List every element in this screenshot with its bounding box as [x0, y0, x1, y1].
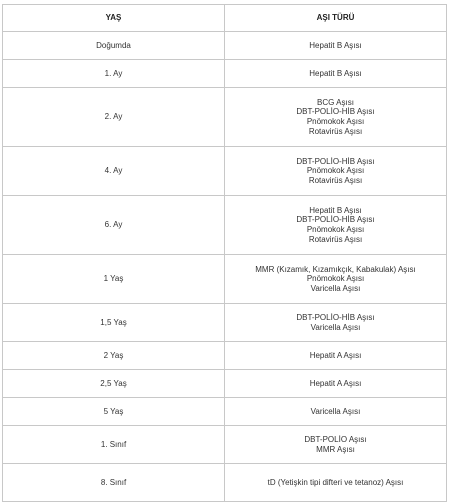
header-vaccine-type: AŞI TÜRÜ [225, 5, 447, 32]
age-cell: 2 Yaş [3, 342, 225, 370]
vaccine-cell [225, 304, 447, 342]
table-row [3, 304, 447, 342]
age-cell: Doğumda [3, 32, 225, 60]
vaccine-name: Varicella Aşısı [310, 406, 361, 416]
vaccine-name: Pnömokok Aşısı [306, 225, 365, 234]
table-row [3, 398, 447, 426]
vaccine-name: Varicella Aşısı [310, 283, 361, 293]
vaccine-cell [225, 60, 447, 88]
vaccine-name: Rotavirüs Aşısı [308, 234, 363, 244]
age-cell: 8. Sınıf [3, 464, 225, 502]
table-row [3, 342, 447, 370]
table-row [3, 426, 447, 464]
vaccine-cell [225, 196, 447, 255]
vaccine-cell [225, 147, 447, 196]
vaccination-schedule-table [2, 4, 447, 502]
table-row [3, 370, 447, 398]
vaccine-cell [225, 255, 447, 304]
age-cell: 1. Sınıf [3, 426, 225, 464]
vaccine-name: DBT-POLİO-HİB Aşısı [296, 312, 375, 322]
vaccine-name: DBT-POLİO-HİB Aşısı [296, 156, 375, 166]
table-row [3, 32, 447, 60]
vaccine-name: Hepatit B Aşısı [309, 40, 362, 50]
vaccine-name: MMR (Kızamık, Kızamıkçık, Kabakulak) Aşısı [255, 264, 416, 274]
vaccine-name: DBT-POLİO-HİB Aşısı [296, 107, 375, 117]
age-cell: 1. Ay [3, 60, 225, 88]
table-header-row [3, 5, 447, 32]
table-body [3, 32, 447, 502]
vaccine-cell [225, 32, 447, 60]
age-cell: 6. Ay [3, 196, 225, 255]
vaccine-name: DBT-POLİO-HİB Aşısı [296, 215, 375, 225]
vaccine-name: BCG Aşısı [317, 97, 354, 107]
vaccine-name: tD (Yetişkin tipi difteri ve tetanoz) Aşısı [267, 477, 404, 487]
vaccine-name: Hepatit A Aşısı [309, 378, 362, 388]
table-row [3, 255, 447, 304]
table-row [3, 196, 447, 255]
age-cell: 4. Ay [3, 147, 225, 196]
vaccine-name: Pnömokok Aşısı [306, 274, 365, 284]
vaccine-name: Pnömokok Aşısı [306, 117, 365, 126]
vaccine-name: Rotavirüs Aşısı [308, 126, 363, 136]
vaccine-cell [225, 370, 447, 398]
vaccine-cell [225, 398, 447, 426]
vaccine-name: Varicella Aşısı [310, 322, 361, 332]
vaccine-cell [225, 464, 447, 502]
vaccine-name: DBT-POLİO Aşısı [304, 434, 367, 444]
vaccine-name: Pnömokok Aşısı [306, 166, 365, 176]
vaccine-cell [225, 88, 447, 147]
vaccine-name: Hepatit B Aşısı [309, 205, 362, 215]
age-cell: 1,5 Yaş [3, 304, 225, 342]
vaccine-name: MMR Aşısı [316, 444, 355, 454]
vaccine-name: Hepatit A Aşısı [309, 350, 362, 360]
vaccine-name: Hepatit B Aşısı [309, 68, 362, 78]
vaccine-cell [225, 426, 447, 464]
table-row [3, 88, 447, 147]
table-row [3, 464, 447, 502]
age-cell: 5 Yaş [3, 398, 225, 426]
age-cell: 2,5 Yaş [3, 370, 225, 398]
vaccine-name: Rotavirüs Aşısı [308, 175, 363, 185]
header-age: YAŞ [3, 5, 225, 32]
table-row [3, 147, 447, 196]
vaccine-cell [225, 342, 447, 370]
age-cell: 2. Ay [3, 88, 225, 147]
age-cell: 1 Yaş [3, 255, 225, 304]
table-row [3, 60, 447, 88]
